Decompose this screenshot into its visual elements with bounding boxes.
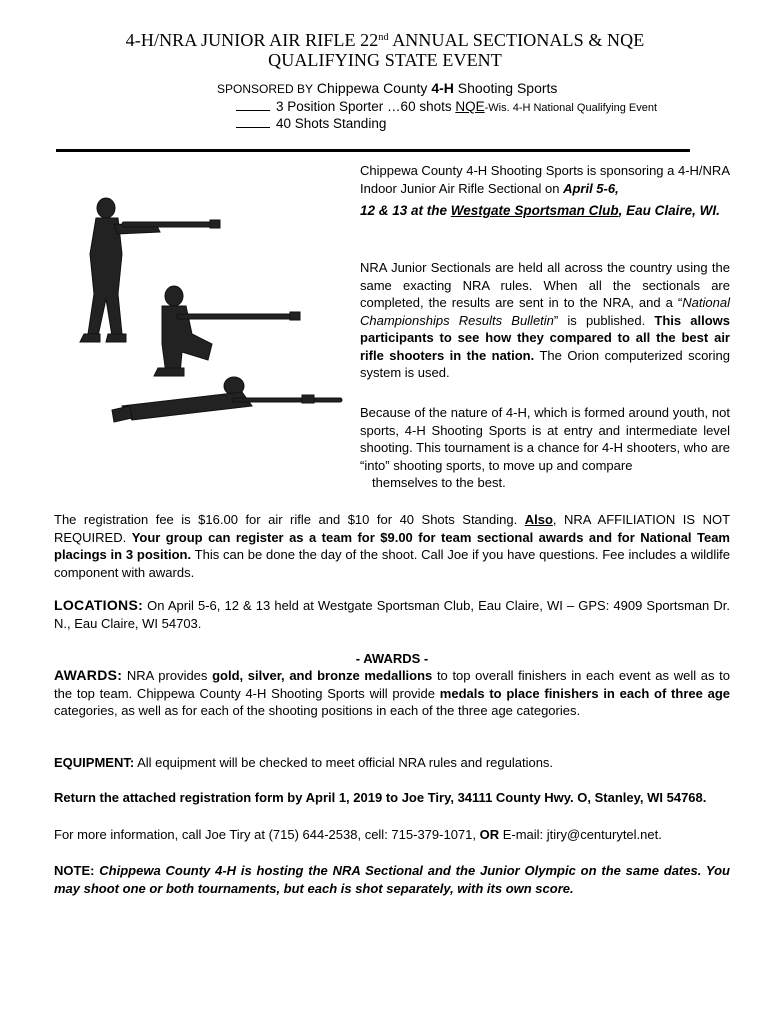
checkbox-blank-line[interactable] xyxy=(236,115,270,128)
venue-location: , Eau Claire, WI. xyxy=(618,203,720,218)
scoring-system-text: The Orion computerized scoring system is used. xyxy=(360,347,730,380)
sponsored-by-label: SPONSORED BY xyxy=(217,82,314,96)
locations-text: On April 5-6, 12 & 13 held at Westgate Sportsman Club, Eau Claire, WI – GPS: 4909 Sportsman Dr. N., Eau Claire, WI 54703. xyxy=(54,598,730,631)
equipment-text: All equipment will be checked to meet official NRA rules and regulations. xyxy=(134,755,554,770)
fee-text: The registration fee is $16.00 for air rifle and $10 for 40 Shots Standing. xyxy=(54,512,525,527)
return-form-paragraph: Return the attached registration form by April 1, 2019 to Joe Tiry, 34111 County Hwy. O, Stanley, WI 54768. xyxy=(54,790,707,805)
medallions-highlight: gold, silver, and bronze medallions xyxy=(212,668,433,683)
title-text-continued: ANNUAL SECTIONALS & NQE xyxy=(388,30,645,50)
awards-text-3: categories, as well as for each of the shooting positions in each of the three age categories. xyxy=(54,703,581,718)
registration-fee-paragraph xyxy=(54,511,730,581)
medals-highlight: medals to place finishers in each of three age xyxy=(439,685,730,701)
intro-paragraph-1-continued xyxy=(360,201,730,220)
event-dates-continued: 12 & 13 at the xyxy=(360,203,451,218)
title-text: 4-H/NRA JUNIOR AIR RIFLE 22 xyxy=(125,30,379,50)
fee-text-continued: This can be done the day of the shoot. Call Joe if you have questions. Fee includes a wildlife component with awards. xyxy=(54,547,730,580)
nra-sectionals-text: NRA Junior Sectionals are held all across the country using the same exacting NRA rules. When all the sectionals are completed, the results are sent in to the NRA, and a “ xyxy=(360,260,730,310)
contact-phone-text: For more information, call Joe Tiry at (715) 644-2538, cell: 715-379-1071, xyxy=(54,827,480,842)
awards-label: AWARDS: xyxy=(54,667,123,683)
locations-paragraph xyxy=(54,597,730,632)
intro-paragraph-2 xyxy=(360,259,730,382)
sponsor-name-post: Shooting Sports xyxy=(453,80,558,96)
option-label: 40 Shots Standing xyxy=(276,116,387,131)
flyer-title xyxy=(60,28,710,70)
flyer-title-line1 xyxy=(60,28,710,50)
team-registration-highlight: Your group can register as a team for $9.00 for team sectional awards and for National Team placings in 3 position. xyxy=(54,529,730,562)
event-option-40-shots xyxy=(236,115,386,131)
nra-sectionals-text-2: ” is published. xyxy=(553,312,655,328)
awards-text: NRA provides xyxy=(122,668,213,683)
venue-name: Westgate Sportsman Club xyxy=(450,203,619,218)
contact-email[interactable]: E-mail: jtiry@centurytel.net. xyxy=(499,827,662,842)
flyer-title-line2: QUALIFYING STATE EVENT xyxy=(268,50,502,70)
contact-info-line xyxy=(54,826,730,844)
note-text: Chippewa County 4-H is hosting the NRA Sectional and the Junior Olympic on the same dates. You may shoot one or both tournaments, but each is shot separately, with its own score. xyxy=(54,863,730,896)
note-paragraph xyxy=(54,862,730,897)
note-label: NOTE: xyxy=(54,863,95,878)
affiliation-text: , NRA AFFILIATION IS NOT REQUIRED. xyxy=(54,512,731,545)
awards-heading: - AWARDS - xyxy=(355,651,429,666)
or-label: OR xyxy=(479,827,500,842)
comparison-highlight: This allows participants to see how they compared to all the best air rifle shooters in the nation. xyxy=(360,312,730,363)
sponsor-name-pre: Chippewa County xyxy=(316,80,432,96)
nqe-label: NQE xyxy=(455,99,485,114)
intro-text: Chippewa County 4-H Shooting Sports is sponsoring a 4-H/NRA Indoor Junior Air Rifle Sectional on xyxy=(360,163,730,196)
intro-paragraph-1 xyxy=(360,162,730,197)
option-label: 3 Position Sporter …60 shots xyxy=(276,99,456,114)
nqe-note: -Wis. 4-H National Qualifying Event xyxy=(484,102,658,114)
sponsor-name xyxy=(317,80,557,96)
equipment-paragraph xyxy=(54,754,730,772)
sponsor-name-bold: 4-H xyxy=(431,80,454,96)
event-option-3-position xyxy=(236,98,657,114)
intro-paragraph-3 xyxy=(360,404,730,492)
awards-paragraph xyxy=(54,667,730,720)
locations-label: LOCATIONS: xyxy=(54,597,144,613)
awards-text-2: to top overall finishers in each event as well as to the top team. Chippewa County 4-H Shooting Sports will provide xyxy=(54,668,730,701)
header-divider xyxy=(56,149,690,152)
rifle-shooters-illustration xyxy=(62,184,346,436)
sponsor-line xyxy=(217,80,557,96)
equipment-label: EQUIPMENT: xyxy=(54,755,135,770)
bulletin-title: National Championships Results Bulletin xyxy=(360,295,730,328)
youth-text: Because of the nature of 4-H, which is formed around youth, not sports, 4-H Shooting Sports is at entry and intermediate level shooting. This tournament is a chance for 4-H shooters, who are “into” shooting sports, to move up and compare xyxy=(360,405,730,473)
title-superscript: nd xyxy=(378,32,389,43)
event-dates: April 5-6, xyxy=(563,180,619,196)
checkbox-blank-line[interactable] xyxy=(236,98,270,111)
youth-text-last: themselves to the best. xyxy=(372,475,506,490)
also-label: Also xyxy=(524,512,553,527)
